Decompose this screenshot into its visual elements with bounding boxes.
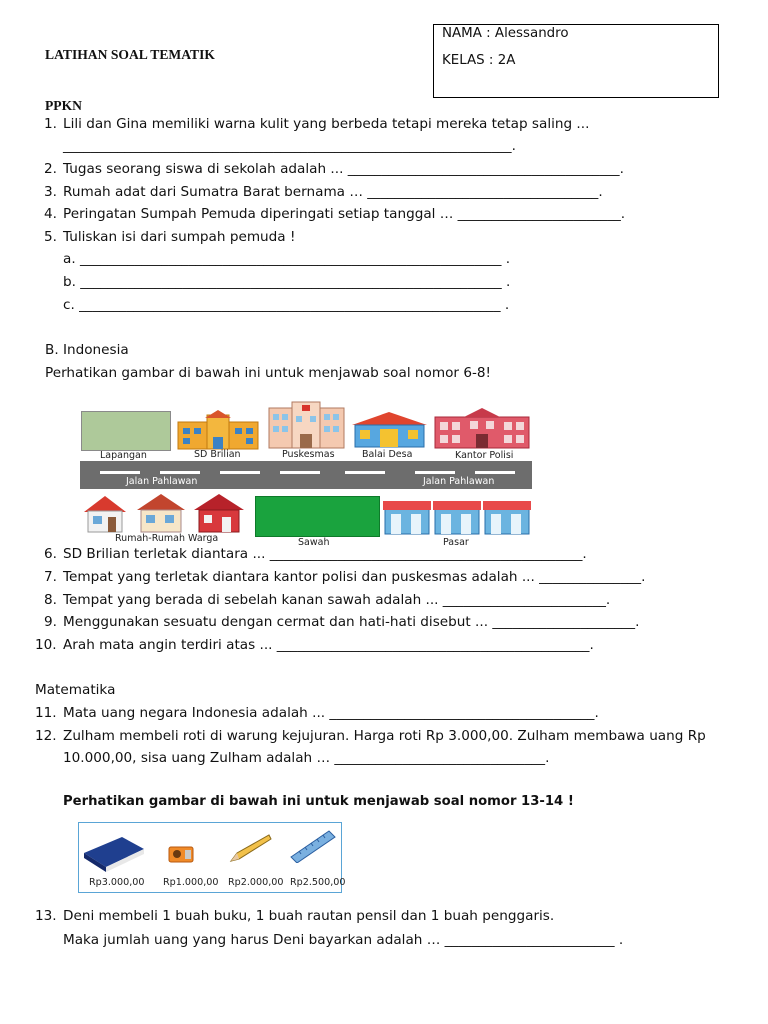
road-marking: [100, 471, 140, 474]
road-marking: [415, 471, 455, 474]
q10-text: Arah mata angin terdiri atas ... ______________________________________________.: [63, 637, 594, 653]
book-price: Rp3.000,00: [89, 877, 145, 888]
section-matematika-heading: Matematika: [35, 682, 116, 698]
rumah-label: Rumah-Rumah Warga: [115, 533, 219, 544]
q4-text: Peringatan Sumpah Pemuda diperingati setiap tanggal … ________________________.: [63, 206, 626, 222]
q2-text: Tugas seorang siswa di sekolah adalah ... ________________________________________.: [63, 161, 624, 177]
road-marking: [280, 471, 320, 474]
matematika-instruction: Perhatikan gambar di bawah ini untuk menjawab soal nomor 13-14 !: [63, 794, 574, 809]
q5a-answer-line: a. ______________________________________________________________ .: [63, 251, 511, 267]
road-marking: [160, 471, 200, 474]
q12-number: 12.: [35, 728, 57, 744]
lapangan-label: Lapangan: [100, 450, 147, 461]
q8-number: 8.: [44, 592, 57, 608]
q13-text: Deni membeli 1 buah buku, 1 buah rautan pensil dan 1 buah penggaris.: [63, 908, 555, 924]
q4-number: 4.: [44, 206, 57, 222]
q10-number: 10.: [35, 637, 57, 653]
sharpener-price: Rp1.000,00: [163, 877, 219, 888]
indonesia-instruction: Perhatikan gambar di bawah ini untuk menjawab soal nomor 6-8!: [45, 365, 491, 381]
q1-text: Lili dan Gina memiliki warna kulit yang berbeda tetapi mereka tetap saling ...: [63, 116, 590, 132]
balai-desa-label: Balai Desa: [362, 449, 413, 460]
puskesmas-building-icon: [268, 400, 345, 449]
q6-text: SD Brilian terletak diantara ... ______________________________________________.: [63, 546, 587, 562]
q12-text-continued: 10.000,00, sisa uang Zulham adalah … _______________________________.: [63, 750, 550, 766]
q3-text: Rumah adat dari Sumatra Barat bernama … __________________________________.: [63, 184, 603, 200]
market-stalls-icon: [383, 498, 533, 535]
houses-icon: [82, 494, 247, 534]
sawah-field: [255, 496, 380, 537]
police-station-icon: [434, 407, 530, 449]
q5-text: Tuliskan isi dari sumpah pemuda !: [63, 229, 296, 245]
section-indonesia-heading: B. Indonesia: [45, 342, 129, 358]
road-label-left: Jalan Pahlawan: [126, 476, 198, 487]
student-class: KELAS : 2A: [442, 53, 516, 68]
q5c-answer-line: c. ______________________________________________________________ .: [63, 297, 510, 313]
book-icon: [82, 831, 146, 873]
sawah-label: Sawah: [298, 537, 330, 548]
q9-number: 9.: [44, 614, 57, 630]
q3-number: 3.: [44, 184, 57, 200]
q2-number: 2.: [44, 161, 57, 177]
q5-number: 5.: [44, 229, 57, 245]
road-label-right: Jalan Pahlawan: [423, 476, 495, 487]
road-marking: [475, 471, 515, 474]
pasar-label: Pasar: [443, 537, 469, 548]
road-marking: [345, 471, 385, 474]
section-ppkn-heading: PPKN: [45, 98, 82, 113]
lapangan-field: [81, 411, 171, 451]
q1-answer-line: __________________________________________________________________.: [63, 138, 516, 154]
q8-text: Tempat yang berada di sebelah kanan sawah adalah ... ________________________.: [63, 592, 611, 608]
balai-desa-building-icon: [350, 411, 429, 448]
q11-text: Mata uang negara Indonesia adalah ... _______________________________________.: [63, 705, 599, 721]
page-title: LATIHAN SOAL TEMATIK: [45, 47, 215, 62]
polisi-label: Kantor Polisi: [455, 450, 514, 461]
sharpener-icon: [167, 843, 197, 865]
student-info-box: [433, 24, 719, 98]
q5b-answer-line: b. ______________________________________________________________ .: [63, 274, 511, 290]
jalan-pahlawan-road: [80, 461, 532, 489]
q6-number: 6.: [44, 546, 57, 562]
school-building-icon: [177, 410, 259, 450]
price-items-panel: [78, 822, 346, 893]
student-name: NAMA : Alessandro: [442, 26, 569, 41]
sd-label: SD Brilian: [194, 449, 241, 460]
pencil-icon: [227, 831, 273, 865]
road-marking: [220, 471, 260, 474]
puskesmas-label: Puskesmas: [282, 449, 335, 460]
ruler-icon: [289, 827, 337, 863]
q1-number: 1.: [44, 116, 57, 132]
q7-number: 7.: [44, 569, 57, 585]
q9-text: Menggunakan sesuatu dengan cermat dan hati-hati disebut ... _____________________.: [63, 614, 640, 630]
q13-number: 13.: [35, 908, 57, 924]
q13-text-continued: Maka jumlah uang yang harus Deni bayarkan adalah … _________________________ .: [63, 932, 624, 948]
q12-text: Zulham membeli roti di warung kejujuran. Harga roti Rp 3.000,00. Zulham membawa uang Rp: [63, 728, 706, 744]
ruler-price: Rp2.500,00: [290, 877, 346, 888]
q11-number: 11.: [35, 705, 57, 721]
pencil-price: Rp2.000,00: [228, 877, 284, 888]
q7-text: Tempat yang terletak diantara kantor polisi dan puskesmas adalah ... _______________.: [63, 569, 646, 585]
